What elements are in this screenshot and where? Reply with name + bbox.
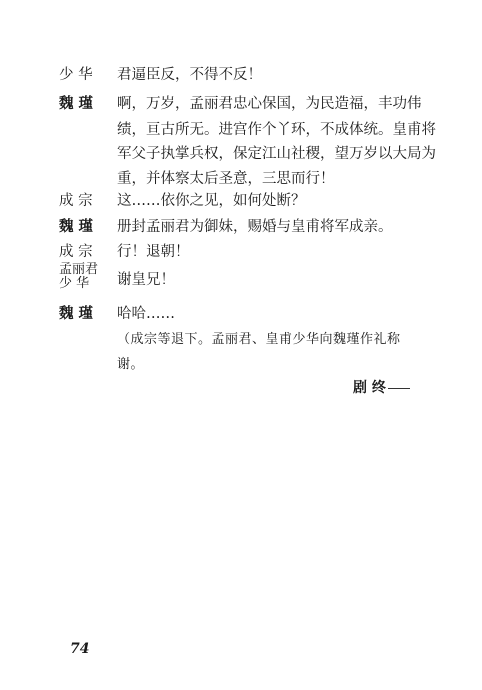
speaker-chengzong: 成 宗 — [59, 244, 93, 260]
dialogue-line: 谢皇兄！ — [117, 272, 175, 288]
dialogue-line: 哈哈…… — [117, 306, 175, 322]
page-number: 74 — [70, 641, 90, 657]
dialogue-line: 君逼臣反，不得不反！ — [117, 67, 262, 83]
ending-mark — [353, 377, 410, 397]
speaker-menglijun: 孟丽君 — [59, 262, 99, 277]
speaker-weijin: 魏 瑾 — [59, 305, 94, 322]
speaker-shaohua: 少 华 — [59, 67, 93, 83]
ending-text: 剧 终 — [353, 380, 386, 396]
speaker-weijin: 魏 瑾 — [59, 218, 94, 235]
dialogue-line: 绩，亘古所无。进宫作个丫环，不成体统。皇甫将 — [117, 122, 436, 138]
dialogue-line: 军父子执掌兵权，保定江山社稷，望万岁以大局为 — [117, 146, 436, 162]
speaker-weijin: 魏 瑾 — [59, 95, 94, 112]
ending-dash — [388, 388, 410, 389]
dialogue-line: 行！退朝！ — [117, 244, 190, 260]
stage-direction: 谢。 — [117, 357, 145, 372]
speaker-shaohua: 少 华 — [59, 276, 90, 291]
dialogue-line: 这……依你之见，如何处断？ — [117, 193, 306, 209]
dialogue-line: 啊，万岁，孟丽君忠心保国，为民造福，丰功伟 — [117, 96, 422, 112]
speaker-chengzong: 成 宗 — [59, 193, 93, 209]
dialogue-line: 重，并体察太后圣意，三思而行！ — [117, 171, 335, 187]
stage-direction: （成宗等退下。孟丽君、皇甫少华向魏瑾作礼称 — [117, 332, 401, 347]
dialogue-line: 册封孟丽君为御妹，赐婚与皇甫将军成亲。 — [117, 219, 393, 235]
